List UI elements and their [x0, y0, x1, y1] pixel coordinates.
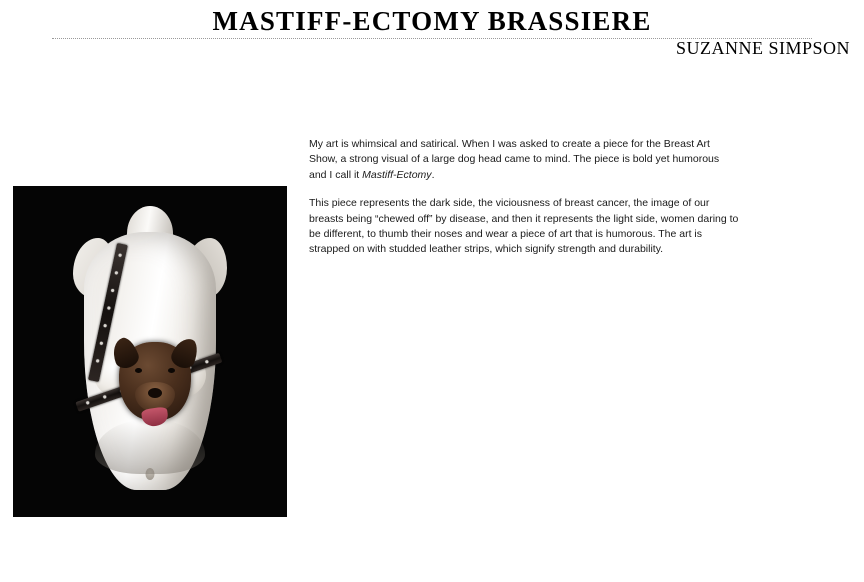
artist-statement: [309, 137, 739, 258]
dog-eye-right: [168, 368, 175, 373]
dog-head-sculpture: [119, 342, 191, 420]
strap-stud: [103, 395, 107, 399]
strap-stud: [96, 359, 100, 363]
strap-stud: [107, 306, 111, 310]
strap-stud: [86, 401, 90, 405]
paragraph-1-text-b: .: [431, 168, 435, 181]
strap-stud: [115, 271, 119, 275]
dog-nose: [148, 388, 162, 398]
strap-stud: [205, 360, 209, 364]
page-header: [0, 0, 864, 58]
statement-paragraph-2: This piece represents the dark side, the viciousness of breast cancer, the image of our breasts being “chewed off” by disease, and then it represents the light side, women daring to be different, to thumb their noses and wear a piece of art that is humorous. The art is strapped on with studded leather strips, which signify strength and durability.: [309, 197, 739, 256]
mannequin-figure: [75, 194, 225, 514]
artwork-photo: [13, 186, 287, 517]
paragraph-1-text-a: My art is whimsical and satirical. When I was asked to create a piece for the Breast Art Show, a strong visual of a large dog head came to mind. The piece is bold yet humorous and I call it: [309, 138, 720, 181]
strap-stud: [100, 342, 104, 346]
strap-stud: [111, 289, 115, 293]
dog-eye-left: [135, 368, 142, 373]
strap-stud: [103, 324, 107, 328]
strap-stud: [118, 253, 122, 257]
page-title: MASTIFF-ECTOMY BRASSIERE: [212, 6, 652, 36]
artwork-title-italic: Mastiff-Ectomy: [362, 168, 432, 181]
hips-shading: [95, 420, 205, 474]
statement-paragraph-1: [309, 137, 739, 183]
author-name: SUZANNE SIMPSON: [675, 38, 850, 58]
